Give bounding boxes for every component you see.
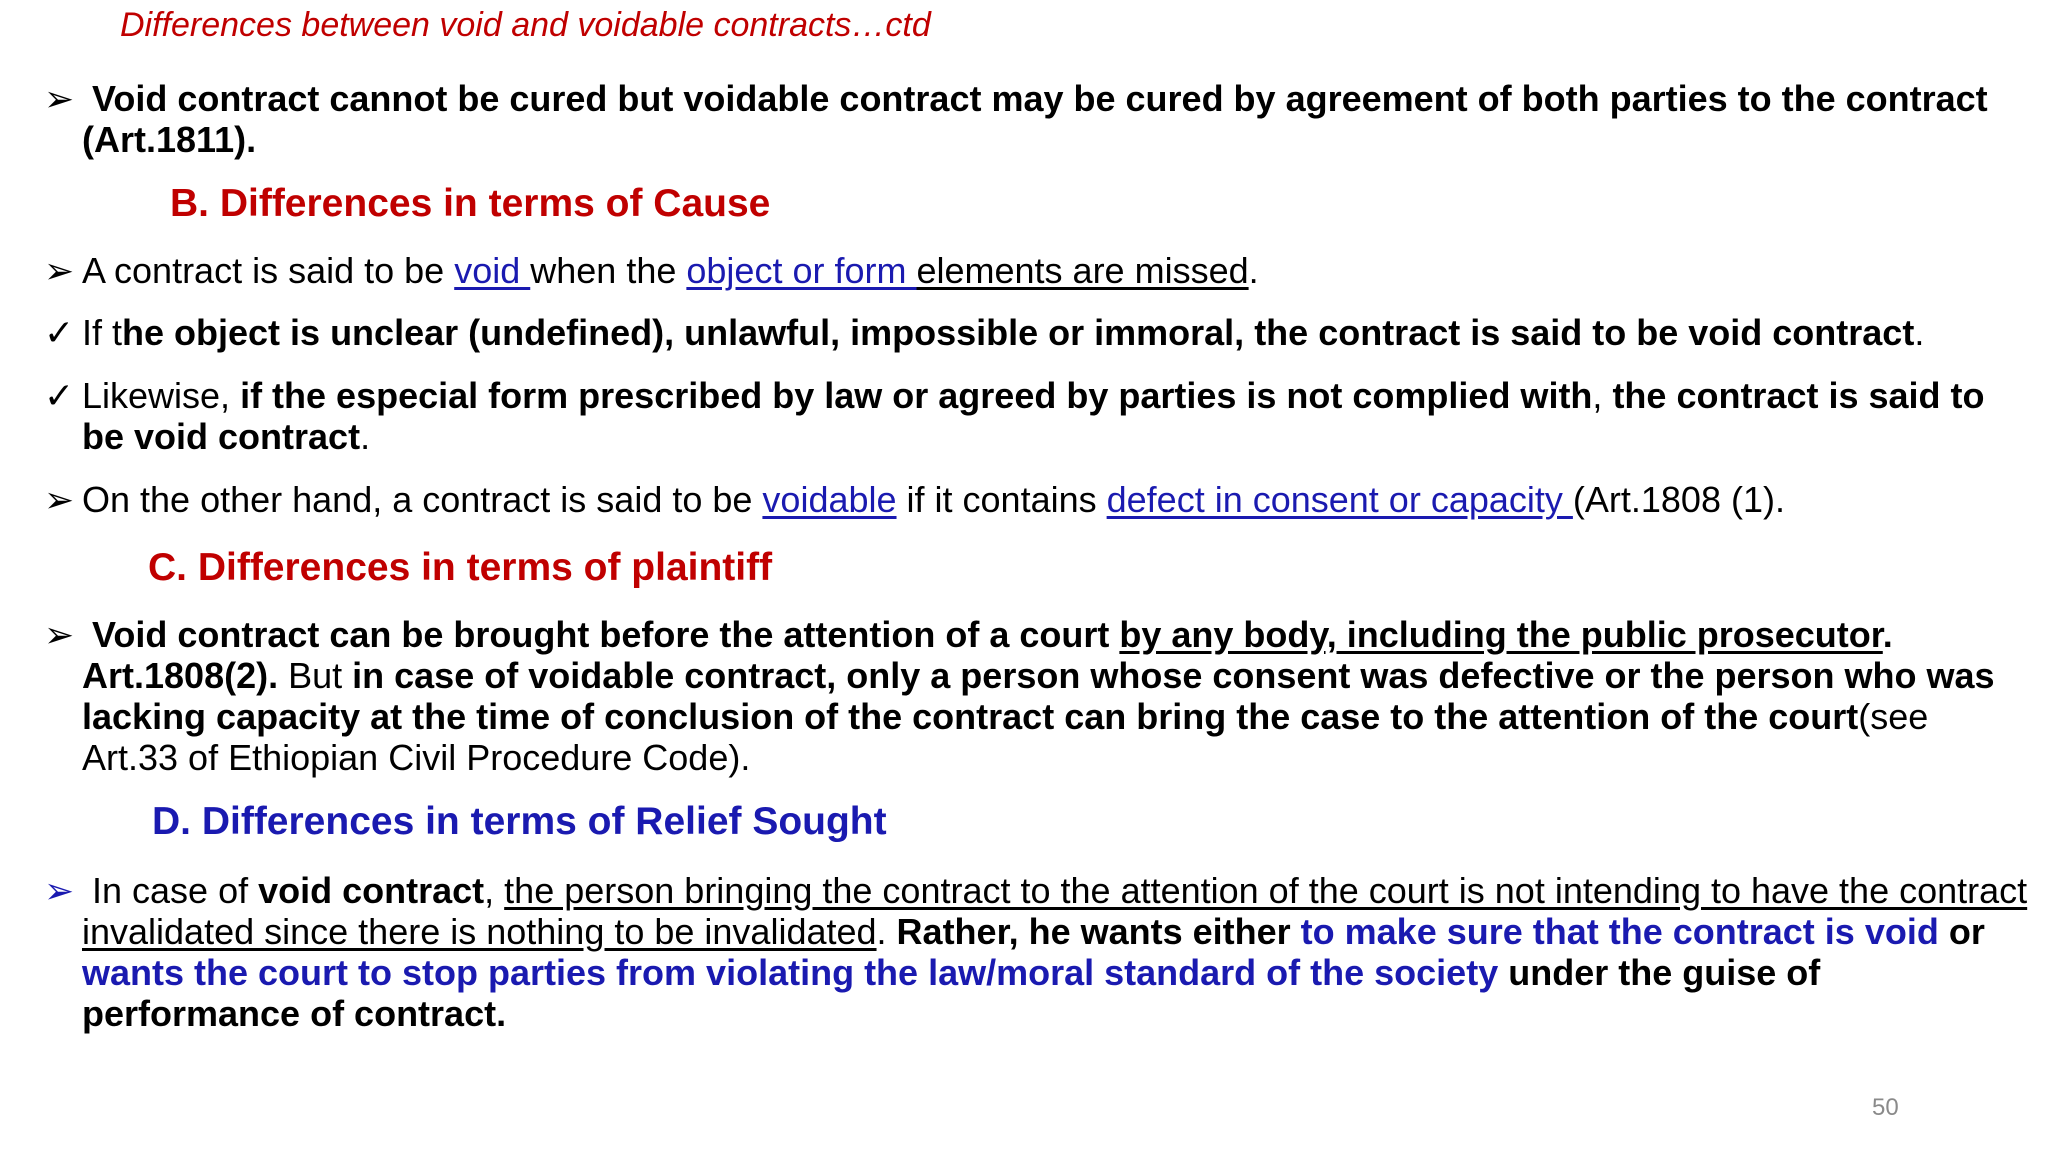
- bold-text: he object is unclear (undefined), unlawful, impossible or immoral, the contract is said to be void contract: [122, 312, 1915, 353]
- text-segment: (see Art.33 of Ethiopian Civil Procedure Code).: [82, 696, 1929, 778]
- text-segment: A contract is said to be: [82, 250, 455, 291]
- underlined-text: elements are missed: [916, 250, 1249, 291]
- text-segment: On the other hand, a contract is said to be: [82, 479, 763, 520]
- bold-text: void contract: [258, 870, 485, 911]
- bullet-void-relief: [0, 870, 2048, 1034]
- link-defect-in-consent[interactable]: defect in consent or capacity: [1106, 479, 1573, 520]
- bullet-void-definition: [0, 250, 2048, 291]
- link-voidable[interactable]: voidable: [762, 479, 897, 520]
- check-object-unclear: [0, 312, 2048, 353]
- paragraph-text: [0, 312, 2048, 353]
- text-segment: .: [360, 416, 371, 457]
- underlined-bold-text: by any body, including the public prosecutor: [1119, 614, 1883, 655]
- text-segment: In case of: [92, 870, 259, 911]
- paragraph-text: [0, 250, 2048, 291]
- text-segment: (Art.1808 (1).: [1572, 479, 1785, 520]
- text-segment: .: [1914, 312, 1925, 353]
- text-segment: Likewise,: [82, 375, 241, 416]
- slide-title: Differences between void and voidable contracts…ctd: [120, 6, 931, 44]
- bold-text: . Art.1808(2).: [82, 614, 1893, 696]
- link-void[interactable]: void: [454, 250, 531, 291]
- arrow-bullet-icon: ➢: [44, 870, 75, 911]
- text-segment: ,: [1592, 375, 1613, 416]
- bold-text: Void contract cannot be cured but voidable contract may be cured by agreement of both parties to the contract (Art.1811).: [82, 78, 1988, 160]
- bold-text: under the guise of performance of contract.: [82, 952, 1821, 1034]
- text-segment: But: [278, 655, 353, 696]
- text-segment: if it contains: [896, 479, 1107, 520]
- bold-text: Void contract can be brought before the attention of a court: [92, 614, 1120, 655]
- bold-text: Rather, he wants either: [896, 911, 1301, 952]
- bold-text: in case of voidable contract, only a person whose consent was defective or the person who was lacking capacity at the time of conclusion of the contract can bring the case to the attention of the court: [82, 655, 1995, 737]
- link-object-or-form[interactable]: object or form: [686, 250, 917, 291]
- bold-text: if the especial form prescribed by law or agreed by parties is not complied with: [240, 375, 1593, 416]
- arrow-bullet-icon: ➢: [44, 78, 75, 119]
- arrow-bullet-icon: ➢: [44, 614, 75, 655]
- checkmark-bullet-icon: ✓: [44, 375, 75, 416]
- section-heading-relief: D. Differences in terms of Relief Sought: [152, 800, 887, 843]
- underlined-text: the person bringing the contract to the attention of the court is not intending to have the contract invalidated since there is nothing to be invalidated: [82, 870, 2028, 952]
- page-number: 50: [1872, 1094, 1899, 1121]
- bold-text: the contract is said to be void contract: [82, 375, 1985, 457]
- arrow-bullet-icon: ➢: [44, 250, 75, 291]
- checkmark-bullet-icon: ✓: [44, 312, 75, 353]
- paragraph-text: [0, 614, 2048, 778]
- text-segment: If t: [82, 312, 123, 353]
- section-heading-cause: B. Differences in terms of Cause: [170, 182, 771, 225]
- section-heading-plaintiff: C. Differences in terms of plaintiff: [148, 546, 773, 589]
- text-segment: ,: [484, 870, 505, 911]
- bold-blue-text: wants the court to stop parties from violating the law/moral standard of the society: [82, 952, 1499, 993]
- bold-text: or: [1938, 911, 1985, 952]
- paragraph-text: [0, 78, 2048, 160]
- paragraph-text: [0, 375, 2048, 457]
- arrow-bullet-icon: ➢: [44, 479, 75, 520]
- text-segment: .: [1248, 250, 1259, 291]
- paragraph-text: [0, 479, 2048, 520]
- paragraph-text: [0, 870, 2048, 1034]
- check-form-not-complied: [0, 375, 2048, 457]
- bullet-void-cannot-be-cured: [0, 78, 2048, 160]
- text-segment: .: [876, 911, 897, 952]
- bullet-voidable-definition: [0, 479, 2048, 520]
- text-segment: when the: [530, 250, 687, 291]
- bold-blue-text: to make sure that the contract is void: [1300, 911, 1939, 952]
- bullet-void-brought-before-court: [0, 614, 2048, 778]
